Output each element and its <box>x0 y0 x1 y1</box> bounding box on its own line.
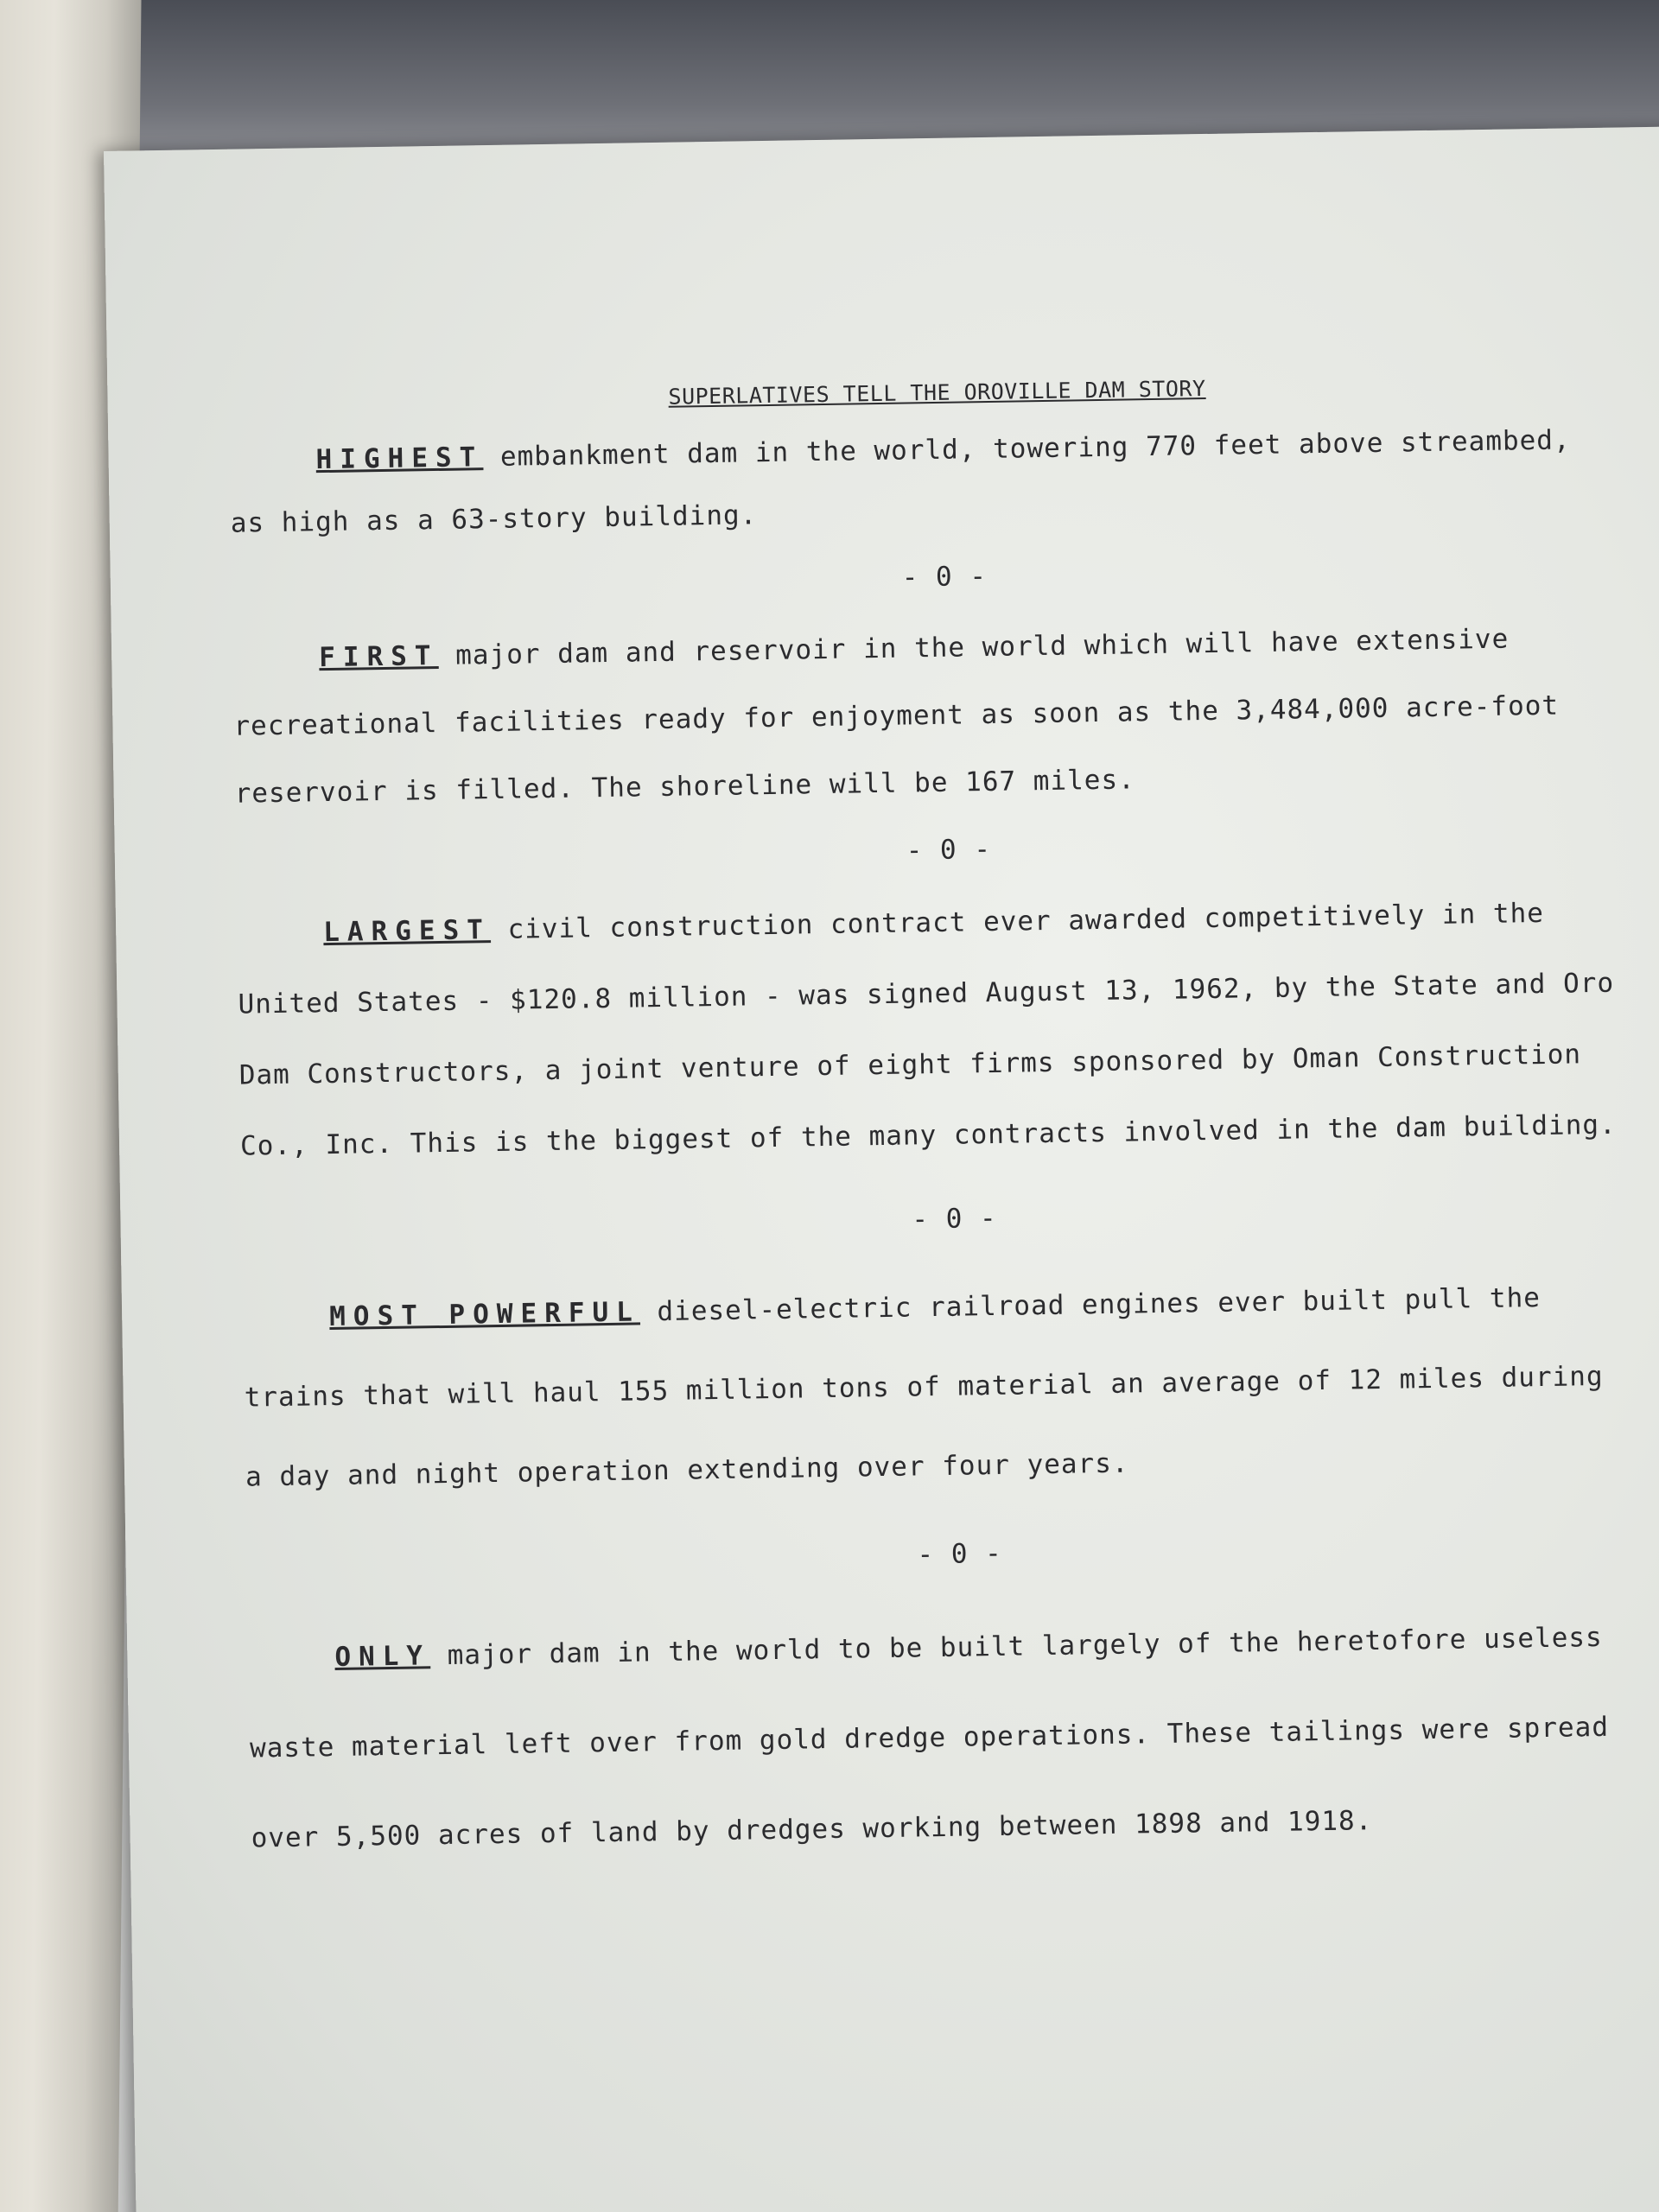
separator: - 0 - <box>906 833 992 867</box>
paragraph-only <box>248 1592 1635 1883</box>
typewritten-page <box>104 126 1659 2212</box>
separator: - 0 - <box>917 1537 1003 1571</box>
paragraph-text: civil construction contract ever awarded competitively in the United States - $120.8 million - was signed August 13, 1962, by the State and Oro Dam Constructors, a joint venture of eight firms sponsored by Oman Construction Co., Inc. This is the biggest of the many contracts involved in the dam building. <box>238 897 1617 1162</box>
paragraph-first <box>232 604 1618 828</box>
paragraph-text: diesel-electric railroad engines ever built pull the trains that will haul 155 million tons of material an average of 12 miles during a day and night operation extending over four years. <box>244 1282 1604 1493</box>
paragraph-text: major dam in the world to be built largely of the heretofore useless waste material left over from gold dredge operations. These tailings were spread over 5,500 acres of land by dredges working between 1898 and 1918. <box>249 1621 1610 1854</box>
lead-word: FIRST <box>318 639 439 674</box>
lead-word: LARGEST <box>322 914 492 949</box>
page-text <box>228 370 1634 1884</box>
paragraph-highest <box>229 409 1613 555</box>
lead-word: MOST POWERFUL <box>328 1296 641 1333</box>
paragraph-text: embankment dam in the world, towering 770 feet above streambed, as high as a 63-story building. <box>230 424 1571 539</box>
lead-word: HIGHEST <box>315 442 484 476</box>
paragraph-text: major dam and reservoir in the world which will have extensive recreational facilities ready for enjoyment as soon as the 3,484,000 acre-foot reservoir is filled. The shoreline will be 167 miles. <box>233 623 1560 810</box>
separator: - 0 - <box>912 1202 997 1236</box>
paragraph-most-powerful <box>243 1257 1629 1517</box>
paragraph-largest <box>237 877 1624 1182</box>
separator: - 0 - <box>901 561 988 594</box>
lead-word: ONLY <box>334 1640 431 1674</box>
page-title: SUPERLATIVES TELL THE OROVILLE DAM STORY <box>668 376 1206 410</box>
